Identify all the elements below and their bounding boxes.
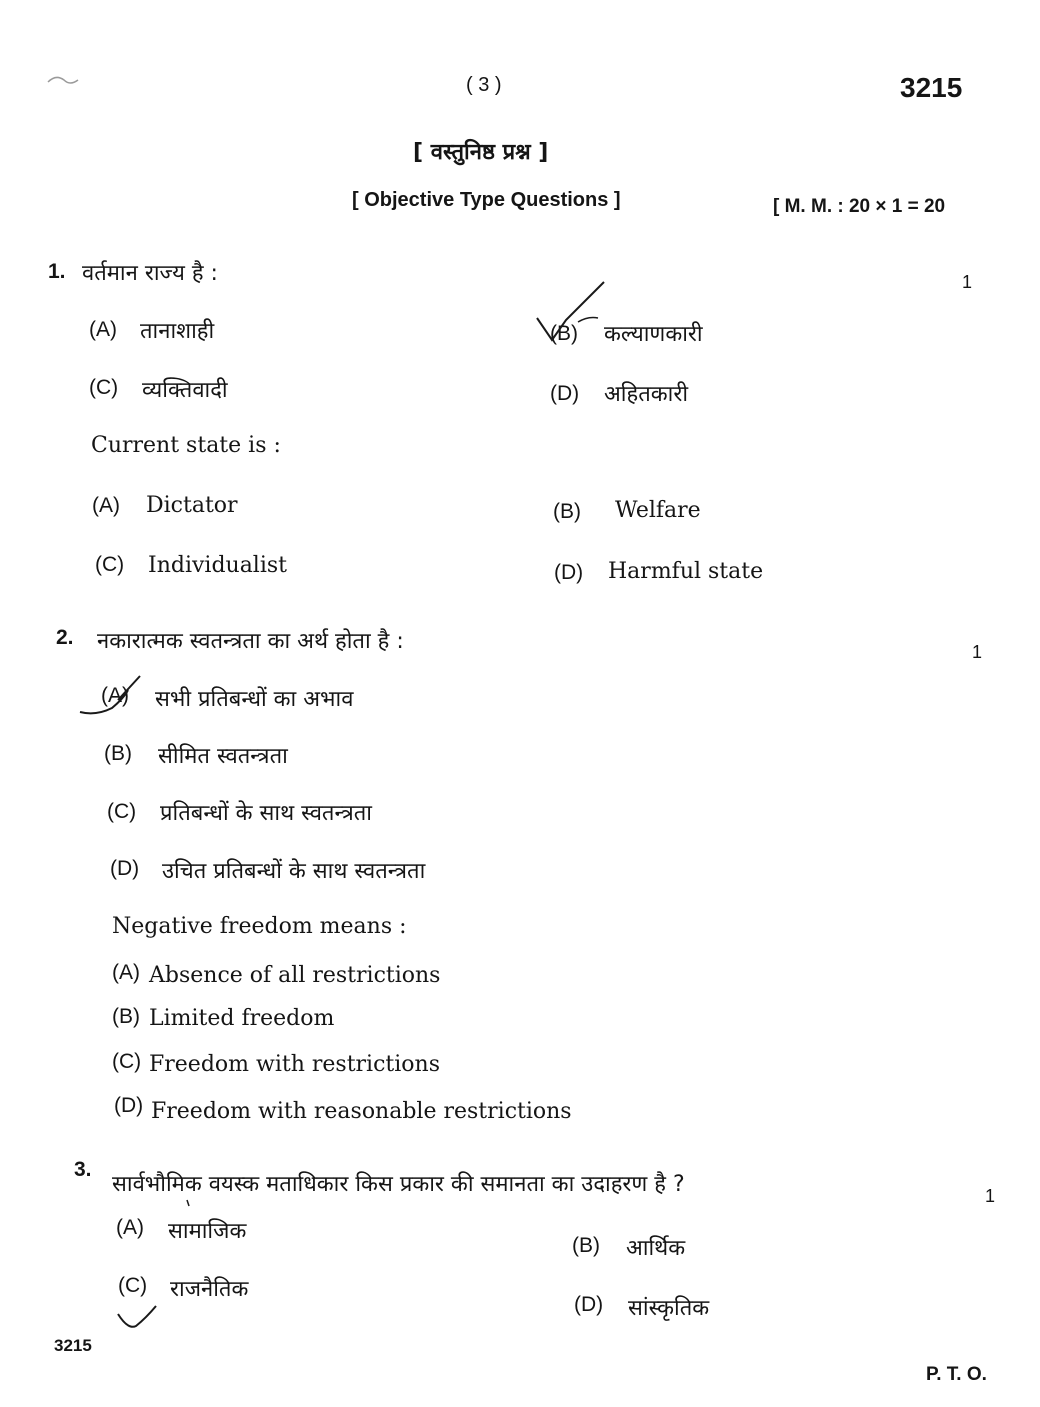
- max-marks: [ M. M. : 20 × 1 = 20: [773, 196, 946, 217]
- question-text-english: Current state is :: [91, 433, 281, 458]
- option-label: (D): [550, 382, 580, 405]
- option-text-hindi: तानाशाही: [140, 319, 215, 344]
- question-marks: 1: [985, 1186, 996, 1206]
- option-text-hindi: अहितकारी: [604, 382, 689, 407]
- option-text-english: Freedom with restrictions: [149, 1052, 440, 1077]
- pen-stroke: [578, 318, 598, 323]
- option-label: (A): [89, 318, 117, 341]
- footer-paper-code: 3215: [54, 1336, 92, 1355]
- option-label: (A): [101, 684, 129, 707]
- question-number: 3.: [74, 1158, 92, 1181]
- question-text-hindi: वर्तमान राज्य है :: [82, 261, 218, 286]
- option-text-hindi: सीमित स्वतन्त्रता: [158, 744, 288, 769]
- option-text-hindi: सामाजिक: [168, 1219, 247, 1244]
- option-label: (B): [572, 1234, 600, 1257]
- smudge-mark: [48, 77, 78, 83]
- option-text-hindi: व्यक्तिवादी: [142, 378, 228, 403]
- option-text-hindi: कल्याणकारी: [604, 322, 703, 347]
- option-text-hindi: सभी प्रतिबन्धों का अभाव: [155, 687, 354, 712]
- option-label: (B): [553, 500, 581, 523]
- question-text-hindi: सार्वभौमिक वयस्क मताधिकार किस प्रकार की समानता का उदाहरण है ?: [112, 1172, 685, 1197]
- option-label: (A): [112, 961, 140, 984]
- question-number: 1.: [48, 260, 66, 283]
- option-label: (C): [95, 553, 125, 576]
- question-text-hindi: नकारात्मक स्वतन्त्रता का अर्थ होता है :: [97, 629, 404, 654]
- question-text-english: Negative freedom means :: [112, 914, 407, 939]
- option-text-english: Welfare: [615, 498, 701, 523]
- page-number: ( 3 ): [466, 74, 502, 96]
- question-marks: 1: [962, 272, 973, 292]
- section-title-english: [ Objective Type Questions ]: [352, 189, 621, 211]
- option-label: (D): [114, 1094, 144, 1117]
- tick-mark-icon: [537, 282, 604, 340]
- tick-mark-icon: [80, 676, 140, 713]
- option-label: (B): [112, 1005, 140, 1028]
- section-title-hindi: [ वस्तुनिष्ठ प्रश्न ]: [413, 140, 549, 165]
- option-text-english: Individualist: [148, 553, 288, 578]
- option-label: (B): [104, 742, 132, 765]
- option-text-english: Harmful state: [608, 559, 764, 584]
- option-text-hindi: प्रतिबन्धों के साथ स्वतन्त्रता: [160, 801, 373, 826]
- question-marks: 1: [972, 642, 983, 662]
- option-text-hindi: आर्थिक: [626, 1236, 686, 1261]
- option-label: (C): [107, 800, 137, 823]
- option-text-english: Absence of all restrictions: [149, 963, 441, 988]
- option-label: (C): [112, 1050, 142, 1073]
- option-text-english: Dictator: [146, 493, 238, 518]
- footer-pto: P. T. O.: [926, 1364, 987, 1385]
- option-label: (A): [116, 1216, 144, 1239]
- option-label: (D): [574, 1293, 604, 1316]
- option-text-english: Freedom with reasonable restrictions: [151, 1099, 572, 1124]
- option-text-hindi: उचित प्रतिबन्धों के साथ स्वतन्त्रता: [162, 859, 426, 884]
- option-label: (D): [554, 561, 584, 584]
- option-label: (B): [550, 322, 578, 345]
- option-label: (A): [92, 494, 120, 517]
- question-number: 2.: [56, 626, 74, 649]
- paper-code: 3215: [900, 72, 963, 103]
- option-text-hindi: राजनैतिक: [170, 1277, 249, 1302]
- option-text-hindi: सांस्कृतिक: [628, 1296, 710, 1321]
- pen-stroke: [187, 1200, 189, 1206]
- option-text-english: Limited freedom: [149, 1006, 335, 1031]
- option-label: (C): [89, 376, 119, 399]
- option-label: (C): [118, 1274, 148, 1297]
- tick-mark-icon: [118, 1306, 156, 1327]
- option-label: (D): [110, 857, 140, 880]
